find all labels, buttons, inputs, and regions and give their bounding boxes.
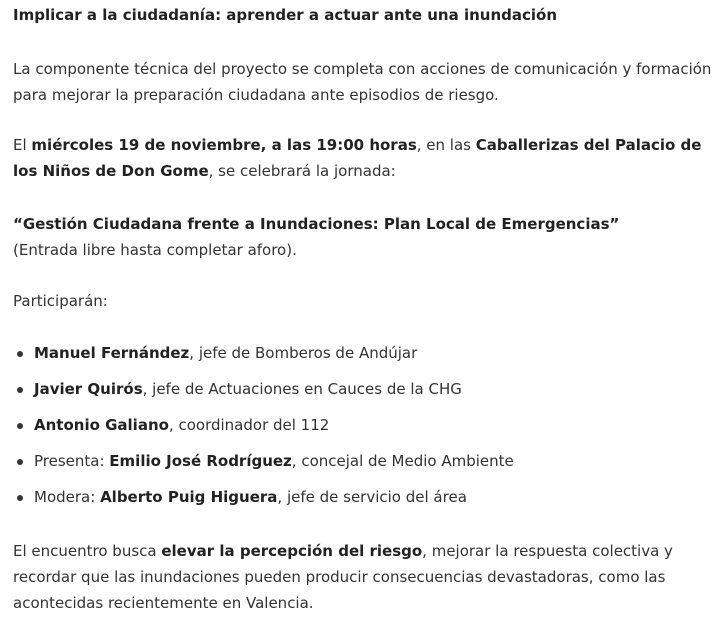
session-title-line	[13, 211, 713, 237]
section-heading	[13, 2, 713, 28]
event-mid: , en las	[416, 136, 476, 154]
list-item	[13, 484, 713, 520]
list-item	[13, 376, 713, 412]
closing-line: acontecidas recientemente en Valencia.	[13, 594, 314, 612]
participant-name: Javier Quirós	[34, 380, 143, 398]
closing-rest: , mejorar la respuesta colectiva y	[422, 542, 673, 560]
participants-label: Participarán:	[13, 292, 108, 310]
bullet-icon	[17, 459, 23, 465]
event-date: miércoles 19 de noviembre, a las 19:00 horas	[31, 136, 417, 154]
participant-role: , jefe de Actuaciones en Cauces de la CHG	[142, 380, 462, 398]
closing-line	[13, 538, 713, 564]
closing-paragraph	[13, 538, 713, 616]
bullet-icon	[17, 351, 23, 357]
intro-line: para mejorar la preparación ciudadana ante episodios de riesgo.	[13, 86, 499, 104]
session-note: (Entrada libre hasta completar aforo).	[13, 241, 297, 259]
participant-name: Antonio Galiano	[34, 416, 169, 434]
session-title: “Gestión Ciudadana frente a Inundaciones: Plan Local de Emergencias”	[13, 215, 620, 233]
bullet-icon	[17, 387, 23, 393]
participant-role: , concejal de Medio Ambiente	[291, 452, 514, 470]
participant-name: Emilio José Rodríguez	[109, 452, 292, 470]
event-venue: Caballerizas del Palacio de	[475, 136, 702, 154]
participant-name: Alberto Puig Higuera	[100, 488, 278, 506]
closing-line: recordar que las inundaciones pueden producir consecuencias devastadoras, como las	[13, 568, 666, 586]
session-paragraph	[13, 211, 713, 263]
list-item	[13, 340, 713, 376]
participant-name: Manuel Fernández	[34, 344, 190, 362]
participants-list	[13, 340, 713, 520]
event-paragraph	[13, 132, 713, 184]
event-line	[13, 158, 713, 184]
list-item	[13, 412, 713, 448]
event-prefix: El	[13, 136, 32, 154]
intro-paragraph	[13, 56, 713, 108]
participant-prefix: Presenta:	[34, 452, 110, 470]
closing-highlight: elevar la percepción del riesgo	[161, 542, 423, 560]
heading-text: Implicar a la ciudadanía: aprender a actuar ante una inundación	[13, 6, 557, 24]
intro-line: La componente técnica del proyecto se completa con acciones de comunicación y formación	[13, 60, 712, 78]
participant-role: , jefe de servicio del área	[277, 488, 467, 506]
event-suffix: , se celebrará la jornada:	[208, 162, 396, 180]
event-venue: los Niños de Don Gome	[13, 162, 209, 180]
event-line	[13, 132, 713, 158]
closing-prefix: El encuentro busca	[13, 542, 162, 560]
participant-prefix: Modera:	[34, 488, 101, 506]
bullet-icon	[17, 423, 23, 429]
bullet-icon	[17, 495, 23, 501]
list-item	[13, 448, 713, 484]
participant-role: , coordinador del 112	[168, 416, 330, 434]
participant-role: , jefe de Bomberos de Andújar	[189, 344, 418, 362]
